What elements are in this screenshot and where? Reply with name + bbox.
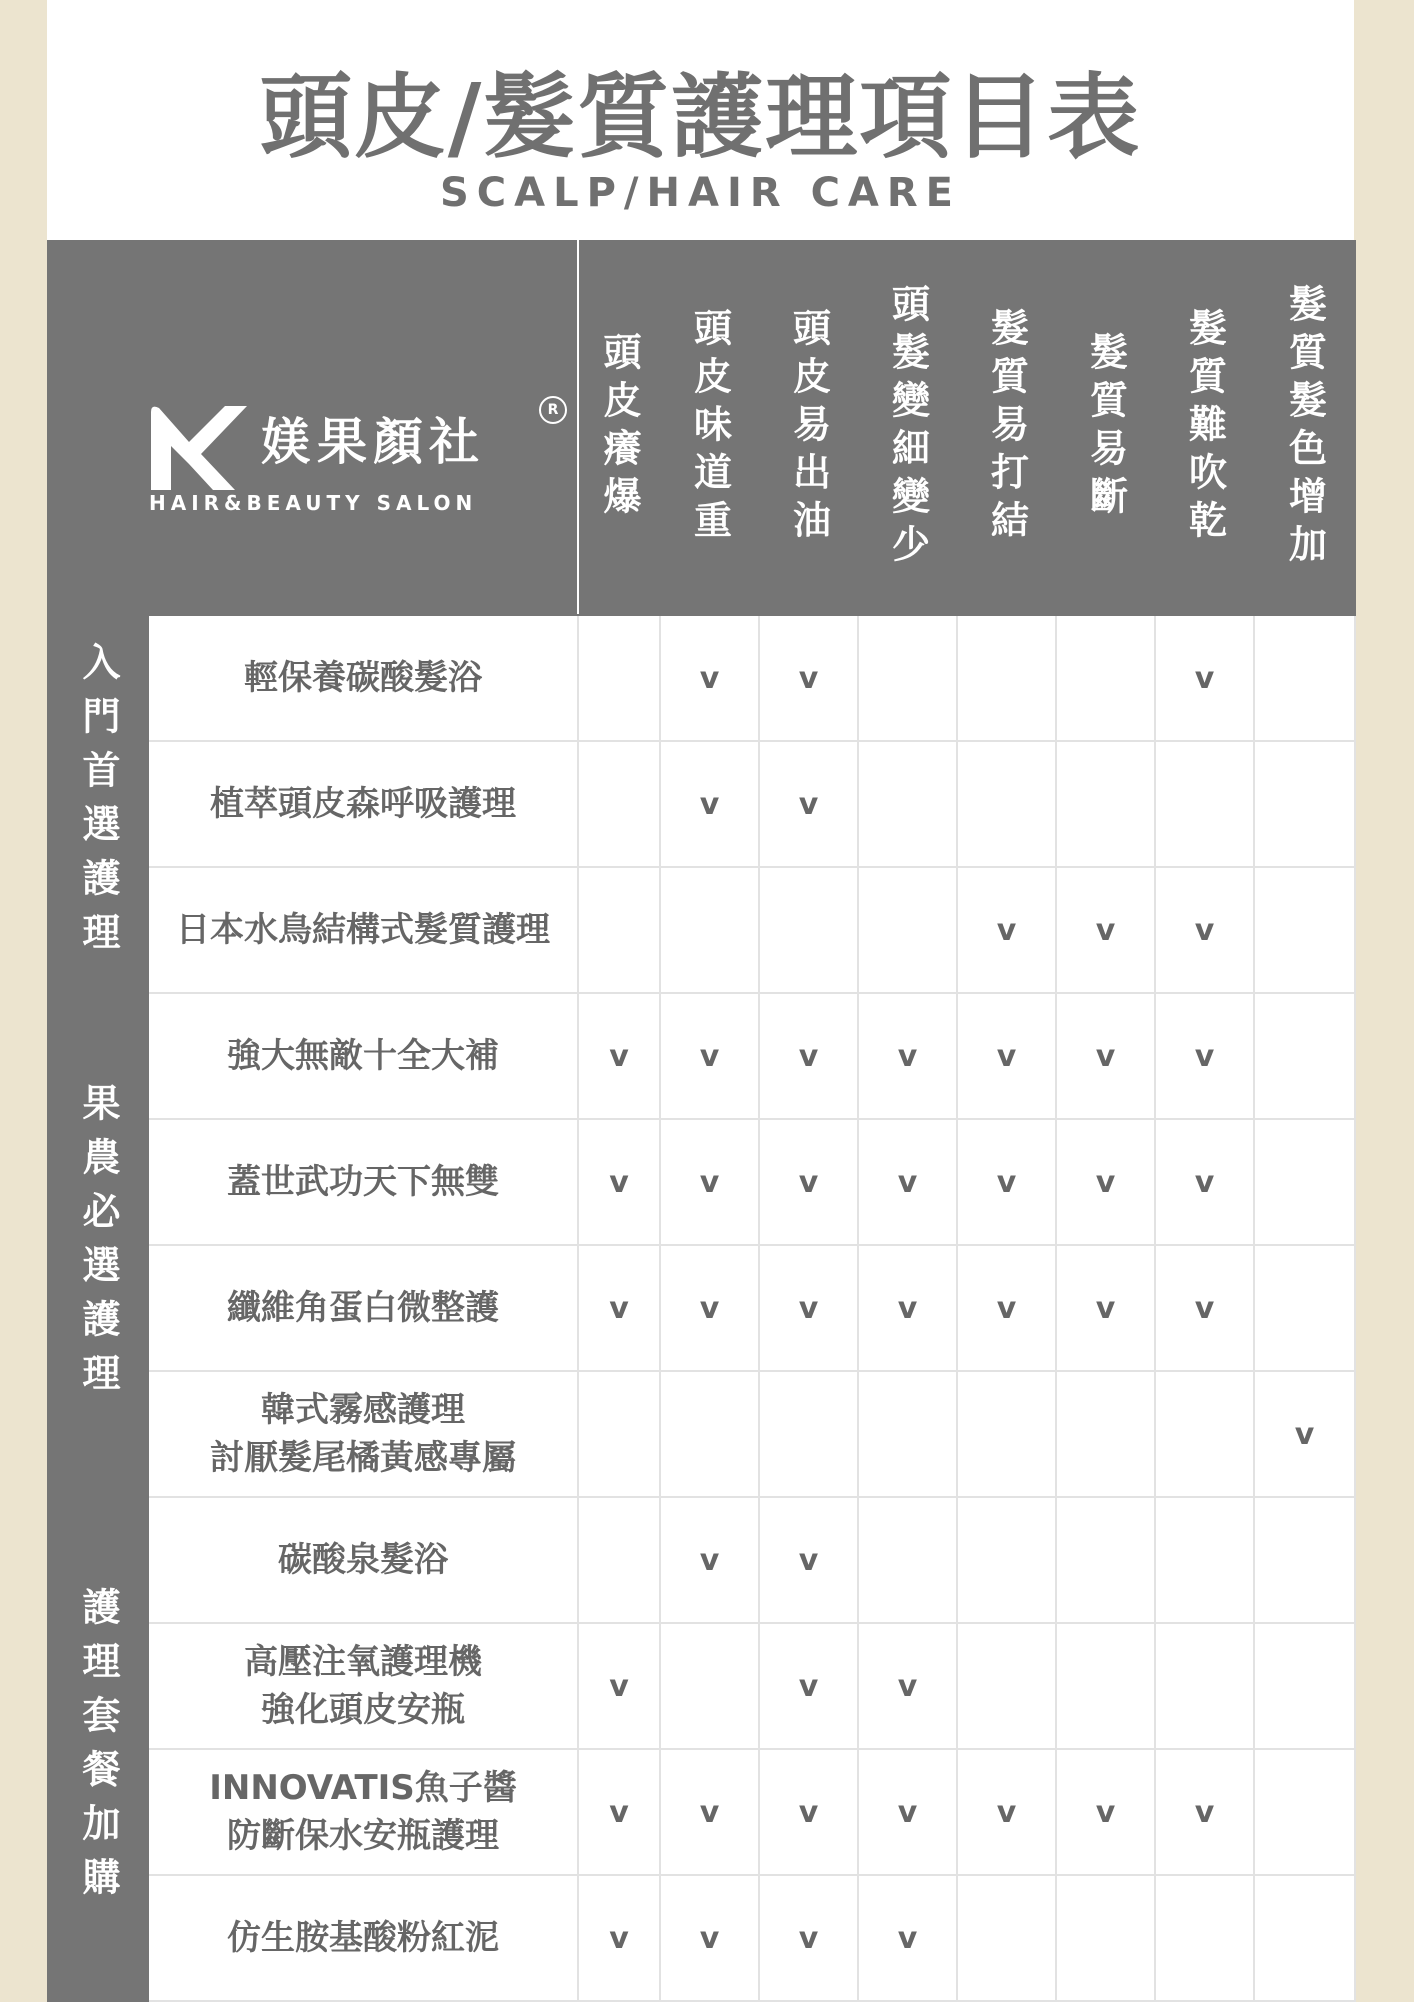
table-row xyxy=(48,1245,1355,1371)
brand-cell xyxy=(48,241,578,615)
check-mark: v xyxy=(1155,867,1254,993)
empty-cell xyxy=(858,1497,957,1623)
empty-cell xyxy=(858,1371,957,1497)
empty-cell xyxy=(1056,615,1155,741)
column-header xyxy=(858,241,957,615)
table-row xyxy=(48,867,1355,993)
empty-cell xyxy=(1056,1371,1155,1497)
table-row xyxy=(48,1749,1355,1875)
brand-tagline: HAIR&BEAUTY SALON xyxy=(149,491,478,515)
empty-cell xyxy=(1254,1875,1355,2001)
group-label-cell xyxy=(48,1497,148,2001)
check-mark: v xyxy=(858,1749,957,1875)
empty-cell xyxy=(858,615,957,741)
empty-cell xyxy=(957,1371,1056,1497)
check-mark: v xyxy=(759,741,858,867)
column-header xyxy=(1155,241,1254,615)
check-mark: v xyxy=(1056,993,1155,1119)
check-mark: v xyxy=(1155,993,1254,1119)
check-mark: v xyxy=(1056,1119,1155,1245)
empty-cell xyxy=(1155,1497,1254,1623)
empty-cell xyxy=(660,1371,759,1497)
check-mark: v xyxy=(759,1497,858,1623)
table-row xyxy=(48,1497,1355,1623)
empty-cell xyxy=(660,867,759,993)
group-label-cell xyxy=(48,615,148,993)
check-mark: v xyxy=(578,993,660,1119)
column-header xyxy=(1254,241,1355,615)
check-mark: v xyxy=(578,1623,660,1749)
check-mark: v xyxy=(957,1119,1056,1245)
column-header-label: 髮質難吹乾 xyxy=(1182,308,1227,548)
column-header-label: 頭皮味道重 xyxy=(687,308,732,548)
column-header-label: 髮質易打結 xyxy=(984,308,1029,548)
column-header xyxy=(578,241,660,615)
brand-m-icon xyxy=(149,402,249,492)
treatment-name: 韓式霧感護理 討厭髮尾橘黃感專屬 xyxy=(148,1371,578,1497)
empty-cell xyxy=(1254,615,1355,741)
empty-cell xyxy=(858,741,957,867)
group-label: 入門首選護理 xyxy=(76,642,120,966)
group-label-cell xyxy=(48,993,148,1497)
check-mark: v xyxy=(1254,1371,1355,1497)
check-mark: v xyxy=(957,1245,1056,1371)
check-mark: v xyxy=(660,615,759,741)
check-mark: v xyxy=(858,1245,957,1371)
check-mark: v xyxy=(759,1245,858,1371)
page-title: 頭皮/髮質護理項目表 xyxy=(259,64,1142,171)
brand-logo xyxy=(149,402,559,522)
column-header-label: 頭髮變細變少 xyxy=(885,284,930,572)
check-mark: v xyxy=(660,1497,759,1623)
table-body xyxy=(48,615,1355,2001)
check-mark: v xyxy=(759,615,858,741)
table-row xyxy=(48,1119,1355,1245)
empty-cell xyxy=(578,1371,660,1497)
check-mark: v xyxy=(660,1119,759,1245)
group-label: 護理套餐加購 xyxy=(76,1587,120,1911)
empty-cell xyxy=(1254,1497,1355,1623)
check-mark: v xyxy=(1056,867,1155,993)
table-row xyxy=(48,1875,1355,2001)
empty-cell xyxy=(957,1875,1056,2001)
check-mark: v xyxy=(1056,1245,1155,1371)
check-mark: v xyxy=(660,1749,759,1875)
treatment-name: 纖維角蛋白微整護 xyxy=(148,1245,578,1371)
empty-cell xyxy=(1155,741,1254,867)
page-subtitle: SCALP/HAIR CARE xyxy=(439,170,961,216)
check-mark: v xyxy=(858,993,957,1119)
column-header-label: 頭皮癢爆 xyxy=(597,332,641,524)
empty-cell xyxy=(578,615,660,741)
care-chart-sheet xyxy=(47,0,1354,2000)
treatment-name: 日本水鳥結構式髮質護理 xyxy=(148,867,578,993)
empty-cell xyxy=(957,1497,1056,1623)
check-mark: v xyxy=(578,1875,660,2001)
check-mark: v xyxy=(759,1749,858,1875)
check-mark: v xyxy=(957,993,1056,1119)
check-mark: v xyxy=(578,1749,660,1875)
empty-cell xyxy=(578,1497,660,1623)
empty-cell xyxy=(1254,1623,1355,1749)
check-mark: v xyxy=(1155,1245,1254,1371)
empty-cell xyxy=(1056,1875,1155,2001)
check-mark: v xyxy=(578,1119,660,1245)
empty-cell xyxy=(759,867,858,993)
brand-name: 媄果顏社 xyxy=(261,413,485,471)
column-header xyxy=(1056,241,1155,615)
empty-cell xyxy=(1254,741,1355,867)
column-header xyxy=(759,241,858,615)
empty-cell xyxy=(578,867,660,993)
check-mark: v xyxy=(1155,615,1254,741)
column-header xyxy=(957,241,1056,615)
check-mark: v xyxy=(759,1119,858,1245)
registered-icon: R xyxy=(539,396,567,424)
empty-cell xyxy=(1254,1245,1355,1371)
column-header-label: 髮質髮色增加 xyxy=(1282,284,1327,572)
table-row xyxy=(48,615,1355,741)
empty-cell xyxy=(1155,1875,1254,2001)
header-row xyxy=(48,241,1355,615)
check-mark: v xyxy=(1056,1749,1155,1875)
empty-cell xyxy=(858,867,957,993)
empty-cell xyxy=(957,741,1056,867)
check-mark: v xyxy=(858,1119,957,1245)
check-mark: v xyxy=(660,993,759,1119)
check-mark: v xyxy=(578,1245,660,1371)
check-mark: v xyxy=(1155,1119,1254,1245)
column-header-label: 頭皮易出油 xyxy=(786,308,831,548)
check-mark: v xyxy=(660,1875,759,2001)
treatment-name: 仿生胺基酸粉紅泥 xyxy=(148,1875,578,2001)
check-mark: v xyxy=(957,867,1056,993)
check-mark: v xyxy=(759,1623,858,1749)
empty-cell xyxy=(1155,1371,1254,1497)
treatment-name: 高壓注氧護理機 強化頭皮安瓶 xyxy=(148,1623,578,1749)
empty-cell xyxy=(578,741,660,867)
empty-cell xyxy=(1254,1749,1355,1875)
empty-cell xyxy=(957,1623,1056,1749)
table-row xyxy=(48,741,1355,867)
empty-cell xyxy=(1254,993,1355,1119)
treatment-name: INNOVATIS魚子醬 防斷保水安瓶護理 xyxy=(148,1749,578,1875)
column-header-label: 髮質易斷 xyxy=(1083,332,1128,524)
check-mark: v xyxy=(957,1749,1056,1875)
treatment-name: 輕保養碳酸髮浴 xyxy=(148,615,578,741)
table-row xyxy=(48,1371,1355,1497)
treatment-name: 蓋世武功天下無雙 xyxy=(148,1119,578,1245)
empty-cell xyxy=(1056,1497,1155,1623)
empty-cell xyxy=(1254,1119,1355,1245)
table-row xyxy=(48,1623,1355,1749)
check-mark: v xyxy=(858,1623,957,1749)
check-mark: v xyxy=(858,1875,957,2001)
check-mark: v xyxy=(660,741,759,867)
column-header xyxy=(660,241,759,615)
empty-cell xyxy=(1056,741,1155,867)
care-table xyxy=(47,240,1356,2002)
treatment-name: 碳酸泉髮浴 xyxy=(148,1497,578,1623)
check-mark: v xyxy=(660,1245,759,1371)
check-mark: v xyxy=(1155,1749,1254,1875)
group-label: 果農必選護理 xyxy=(76,1083,120,1407)
treatment-name: 植萃頭皮森呼吸護理 xyxy=(148,741,578,867)
empty-cell xyxy=(1056,1623,1155,1749)
empty-cell xyxy=(957,615,1056,741)
empty-cell xyxy=(1155,1623,1254,1749)
check-mark: v xyxy=(759,1875,858,2001)
empty-cell xyxy=(1254,867,1355,993)
treatment-name: 強大無敵十全大補 xyxy=(148,993,578,1119)
empty-cell xyxy=(660,1623,759,1749)
table-row xyxy=(48,993,1355,1119)
empty-cell xyxy=(759,1371,858,1497)
check-mark: v xyxy=(759,993,858,1119)
